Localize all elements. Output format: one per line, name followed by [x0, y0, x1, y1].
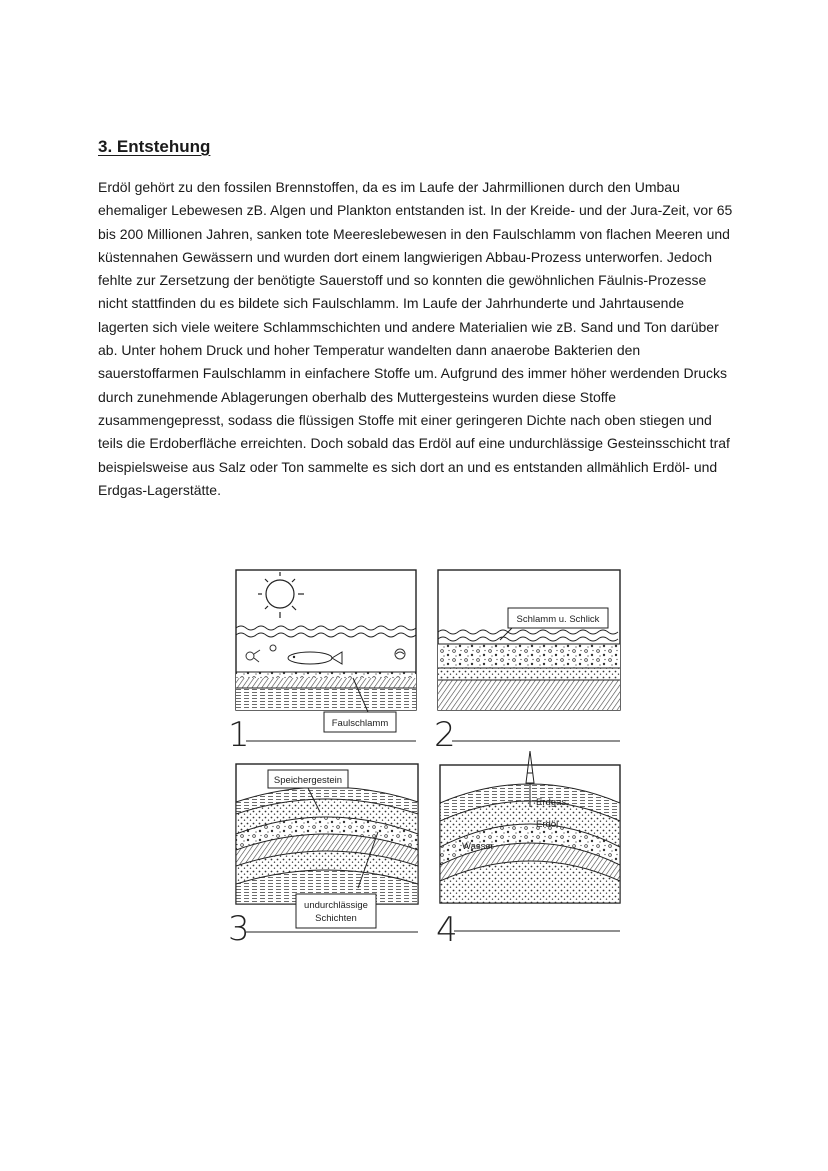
label-wasser: Wasser — [462, 841, 494, 852]
label-erdgas: Erdgas — [536, 797, 567, 808]
figure-panel-2 — [428, 568, 624, 750]
label-schlamm-schlick: Schlamm u. Schlick — [516, 614, 600, 625]
body-paragraph: Erdöl gehört zu den fossilen Brennstoffen, da es im Laufe der Jahrmillionen durch den Umbau ehemaliger Lebewesen zB. Algen und Plankton entstanden ist. In der Kreide- und der Jura-Zeit, vor 65 bis 200 Millionen Jahren, sanken tote Meereslebewesen in den Faulschlamm von flachen Meeren und küstennahen Gewässern und wurden dort einem langwierigen Abbau-Prozess unterworfen. Jedoch fehlte zur Zersetzung der benötigte Sauerstoff und so konnten die gewöhnlichen Fäulnis-Prozesse nicht stattfinden du es bildete sich Faulschlamm. Im Laufe der Jahrhunderte und Jahrtausende lagerten sich viele weitere Schlammschichten und andere Materialien wie zB. Sand und Ton darüber ab. Unter hohem Druck und hoher Temperatur wandelten dann anaerobe Bakterien den sauerstoffarmen Faulschlamm in einfachere Stoffe um. Aufgrund des immer höher werdenden Drucks durch zunehmende Ablagerungen oberhalb des Muttergesteins wurden diese Stoffe zusammengepresst, sodass die flüssigen Stoffe mit einer geringeren Dichte nach oben stiegen und teils die Erdoberfläche erreichten. Doch sobald das Erdöl auf eine undurchlässige Gesteinsschicht traf beispielsweise aus Salz oder Ton sammelte es sich dort an und es entstanden allmählich Erdöl- und Erdgas-Lagerstätte. — [98, 179, 733, 498]
panel-number-3: 3 — [228, 909, 250, 944]
label-schichten: Schichten — [315, 913, 357, 924]
panel-number-4: 4 — [436, 910, 458, 945]
figure-panel-1 — [228, 568, 424, 750]
panel-number-1: 1 — [228, 715, 250, 750]
section-heading: 3. Entstehung — [98, 137, 211, 156]
label-undurchlaessige: undurchlässige — [304, 900, 368, 911]
label-speichergestein: Speichergestein — [273, 775, 343, 786]
label-faulschlamm: Faulschlamm — [331, 718, 389, 729]
figure-panel-4 — [428, 745, 624, 945]
panel-number-2: 2 — [434, 715, 456, 750]
label-erdoel: Erdöl — [536, 819, 559, 830]
figure-panel-3 — [228, 762, 424, 944]
